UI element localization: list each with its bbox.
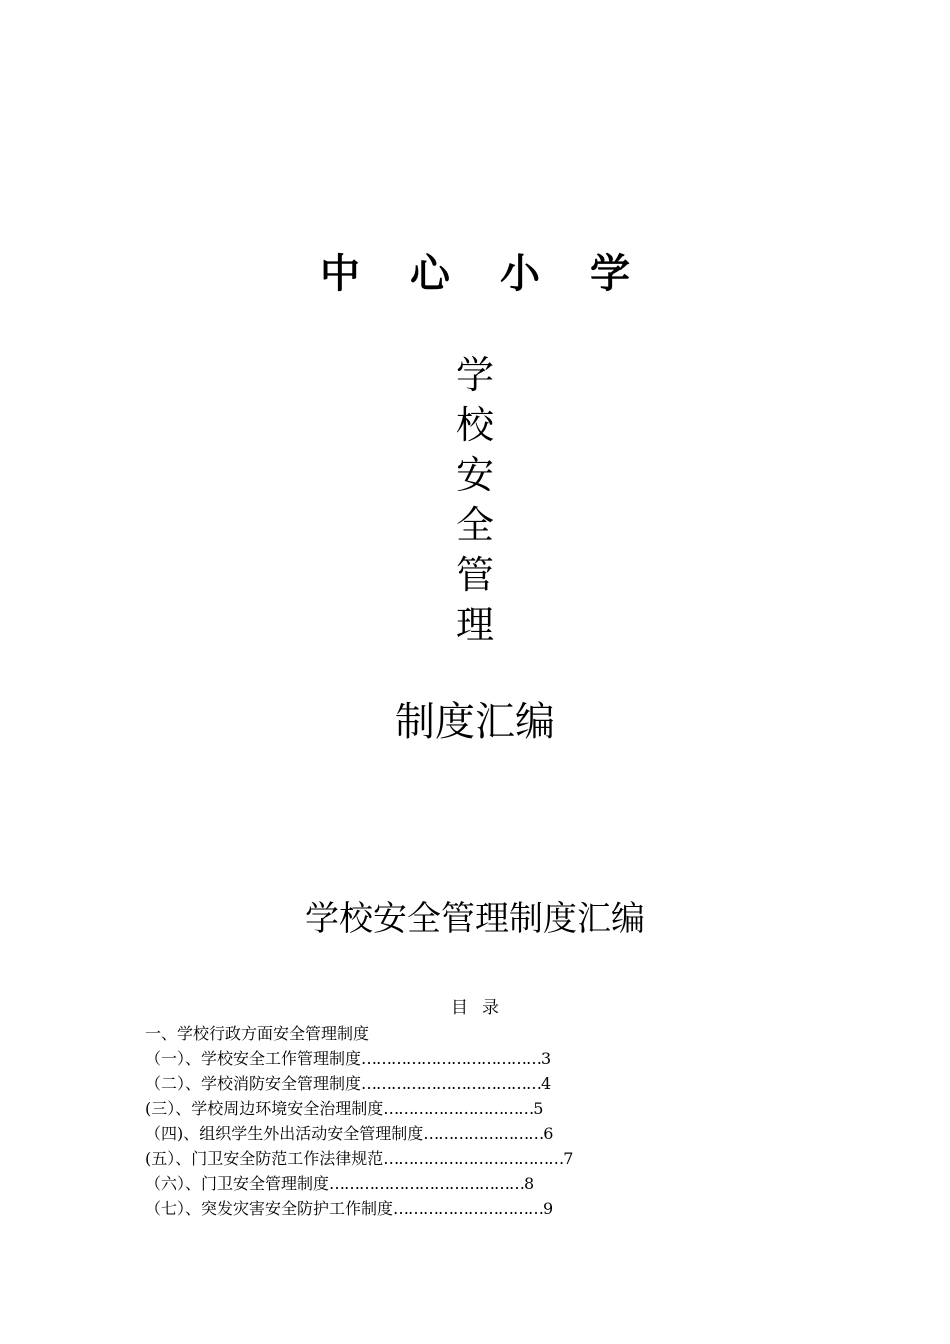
toc-entry-page: 9 <box>543 1199 554 1218</box>
toc-entry-leader: ……………………………… <box>361 1074 542 1093</box>
toc-entry <box>145 1096 705 1121</box>
cover-subtitle: 制度汇编 <box>395 699 555 745</box>
toc-entry-label: （一）、学校安全工作管理制度 <box>145 1049 362 1068</box>
school-name: 中心小学 <box>320 251 680 297</box>
toc-entry-page: 3 <box>541 1049 552 1068</box>
toc-entry-leader: …………………… <box>423 1124 544 1143</box>
toc-entry-page: 6 <box>543 1124 554 1143</box>
vertical-title-char: 校 <box>455 403 494 447</box>
toc-heading: 目录 <box>451 998 513 1018</box>
vertical-title <box>445 350 505 650</box>
toc-entry <box>145 1046 705 1071</box>
toc-entry-leader: ………………………… <box>383 1099 534 1118</box>
toc-entry <box>145 1146 705 1171</box>
toc-entry <box>145 1021 705 1046</box>
toc-entry <box>145 1171 705 1196</box>
toc-entry-page: 5 <box>533 1099 544 1118</box>
toc-entry-page: 7 <box>563 1149 574 1168</box>
vertical-title-char: 安 <box>455 453 494 497</box>
toc-entry-label: (三）、学校周边环境安全治理制度 <box>145 1099 384 1118</box>
toc-entry-label: （四)、组织学生外出活动安全管理制度 <box>145 1124 424 1143</box>
toc-entry-page: 4 <box>541 1074 552 1093</box>
toc-entry <box>145 1196 705 1221</box>
vertical-title-char: 理 <box>455 603 494 647</box>
toc-entry <box>145 1071 705 1096</box>
vertical-title-char: 学 <box>455 353 494 397</box>
toc-entry-leader: ……………………………… <box>383 1149 564 1168</box>
toc-entry-leader: ………………………… <box>393 1199 544 1218</box>
toc-entry-label: （六）、门卫安全管理制度 <box>145 1174 330 1193</box>
table-of-contents <box>145 1021 705 1221</box>
document-title: 学校安全管理制度汇编 <box>305 899 645 939</box>
toc-entry-leader: ……………………………… <box>361 1049 542 1068</box>
toc-entry-page: 8 <box>524 1174 535 1193</box>
vertical-title-char: 全 <box>455 503 494 547</box>
vertical-title-char: 管 <box>455 553 494 597</box>
toc-entry-label: (五）、门卫安全防范工作法律规范 <box>145 1149 384 1168</box>
toc-entry-label: 一、学校行政方面安全管理制度 <box>145 1024 370 1043</box>
toc-entry-label: （七）、突发灾害安全防护工作制度 <box>145 1199 394 1218</box>
toc-entry-label: （二）、学校消防安全管理制度 <box>145 1074 362 1093</box>
toc-entry-leader: ………………………………… <box>329 1174 525 1193</box>
toc-entry <box>145 1121 705 1146</box>
